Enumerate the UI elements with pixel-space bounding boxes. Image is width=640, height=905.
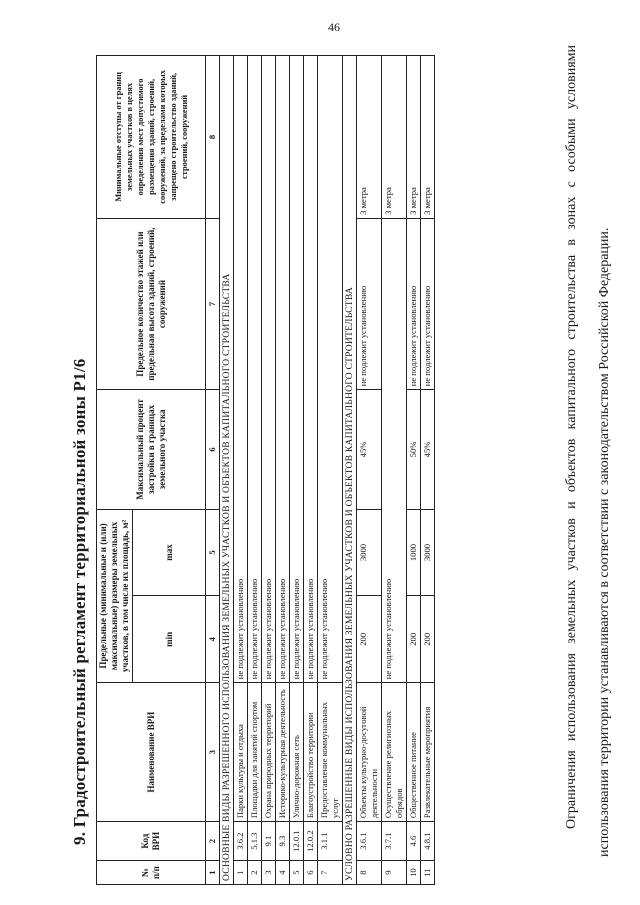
table-row [248, 56, 262, 885]
row-floors: не подлежит установлению [421, 218, 435, 389]
row-code: 3.1.1 [318, 822, 343, 861]
row-name: Улично-дорожная сеть [290, 683, 304, 822]
row-number: 3 [262, 861, 276, 885]
column-number: 7 [206, 218, 220, 389]
row-name: Осуществление религиозных обрядов [382, 683, 407, 822]
column-number: 8 [206, 56, 220, 219]
row-merged-value: не подлежит установлению [234, 56, 248, 683]
row-merged-value: не подлежит установлению [304, 56, 318, 683]
row-min-area: 200 [407, 596, 421, 683]
row-name: Объекты культурно-досуговой деятельности [357, 683, 382, 822]
row-max-area: 3000 [421, 509, 435, 596]
header-num: № п/п [97, 861, 206, 885]
header-max: max [133, 509, 206, 596]
row-merged-value: не подлежит установлению [276, 56, 290, 683]
column-number-row [206, 56, 220, 885]
page-number: 46 [328, 20, 340, 34]
row-number: 10 [407, 861, 421, 885]
row-setback: 3 метра [382, 56, 407, 219]
page-title: 9. Градостроительный регламент территориальной зоны Р1/6 [70, 358, 89, 845]
table-row [290, 56, 304, 885]
header-min: min [133, 596, 206, 683]
table-row [357, 56, 382, 885]
row-setback: 3 метра [407, 56, 421, 219]
row-build-percent: 45% [357, 390, 382, 509]
row-name: Охрана природных территорий [262, 683, 276, 822]
row-code: 9.3 [276, 822, 290, 861]
row-setback: 3 метра [421, 56, 435, 219]
row-code: 12.0.1 [290, 822, 304, 861]
row-build-percent: 50% [407, 390, 421, 509]
table-row [318, 56, 343, 885]
row-min-area: 200 [421, 596, 435, 683]
column-number: 5 [206, 509, 220, 596]
row-code: 3.6.1 [357, 822, 382, 861]
row-code: 5.1.3 [248, 822, 262, 861]
table-row [407, 56, 421, 885]
row-merged-value: не подлежит установлению [382, 218, 407, 682]
header-size-group: Предельные (минимальные и (или) максимальные) размеры земельных участков, в том числе их площадь, м² [97, 509, 133, 683]
row-max-area: 3000 [357, 509, 382, 596]
row-number: 8 [357, 861, 382, 885]
table-row [304, 56, 318, 885]
row-name: Историко-культурная деятельность [276, 683, 290, 822]
row-min-area: 200 [357, 596, 382, 683]
row-number: 2 [248, 861, 262, 885]
regulation-table [96, 55, 435, 885]
header-floors: Предельное количество этажей или предельная высота зданий, строений, сооружений [97, 218, 206, 389]
row-code: 9.1 [262, 822, 276, 861]
row-floors: не подлежит установлению [407, 218, 421, 389]
regulation-table-container [96, 55, 435, 885]
row-merged-value: не подлежит установлению [262, 56, 276, 683]
row-code: 12.0.2 [304, 822, 318, 861]
section-title-conditional: УСЛОВНО РАЗРЕШЕННЫЕ ВИДЫ ИСПОЛЬЗОВАНИЯ ЗЕМЕЛЬНЫХ УЧАСТКОВ И ОБЪЕКТОВ КАПИТАЛЬНОГО СТРОИТЕЛЬСТВА [343, 56, 357, 885]
row-number: 7 [318, 861, 343, 885]
column-number: 3 [206, 683, 220, 822]
table-row [234, 56, 248, 885]
row-code: 3.6.2 [234, 822, 248, 861]
row-name: Предоставление коммунальных услуг [318, 683, 343, 822]
section-row-main [220, 56, 234, 885]
row-name: Площадки для занятий спортом [248, 683, 262, 822]
row-code: 3.7.1 [382, 822, 407, 861]
row-name: Благоустройство территории [304, 683, 318, 822]
row-build-percent: 45% [421, 390, 435, 509]
table-row [262, 56, 276, 885]
section-title-main: ОСНОВНЫЕ ВИДЫ РАЗРЕШЕННОГО ИСПОЛЬЗОВАНИЯ ЗЕМЕЛЬНЫХ УЧАСТКОВ И ОБЪЕКТОВ КАПИТАЛЬНОГО СТРОИТЕЛЬСТВА [220, 56, 234, 885]
column-number: 6 [206, 390, 220, 509]
row-floors: не подлежит установлению [357, 218, 382, 389]
column-number: 1 [206, 861, 220, 885]
row-setback: 3 метра [357, 56, 382, 219]
section-row-conditional [343, 56, 357, 885]
header-percent: Максимальный процент застройки в границах земельного участка [97, 390, 206, 509]
row-merged-value: не подлежит установлению [290, 56, 304, 683]
row-name: Развлекательные мероприятия [421, 683, 435, 822]
header-row [97, 56, 133, 885]
row-number: 5 [290, 861, 304, 885]
row-name: Общественное питание [407, 683, 421, 822]
row-number: 1 [234, 861, 248, 885]
row-code: 4.6 [407, 822, 421, 861]
table-row [421, 56, 435, 885]
table-row [382, 56, 407, 885]
table-row [276, 56, 290, 885]
row-name: Парки культуры и отдыха [234, 683, 248, 822]
row-merged-value: не подлежит установлению [248, 56, 262, 683]
row-number: 6 [304, 861, 318, 885]
column-number: 4 [206, 596, 220, 683]
row-number: 9 [382, 861, 407, 885]
row-number: 11 [421, 861, 435, 885]
header-setback: Минимальные отступы от границ земельных участков в целях определения мест допустимого размещения зданий, строений, сооружений, за пределами которых запрещено строительство зданий, строений, сооружений [97, 56, 206, 219]
column-number: 2 [206, 822, 220, 861]
row-code: 4.8.1 [421, 822, 435, 861]
row-merged-value: не подлежит установлению [318, 56, 343, 683]
header-name: Наименование ВРИ [97, 683, 206, 822]
row-max-area: 1000 [407, 509, 421, 596]
row-number: 4 [276, 861, 290, 885]
restrictions-paragraph: Ограничения использования земельных участков и объектов капитального строительства в зонах с особыми условиями использования территории устанавливаются в соответствии с законодательством Российской Федерации. [564, 45, 612, 857]
header-code: Код ВРИ [97, 822, 206, 861]
